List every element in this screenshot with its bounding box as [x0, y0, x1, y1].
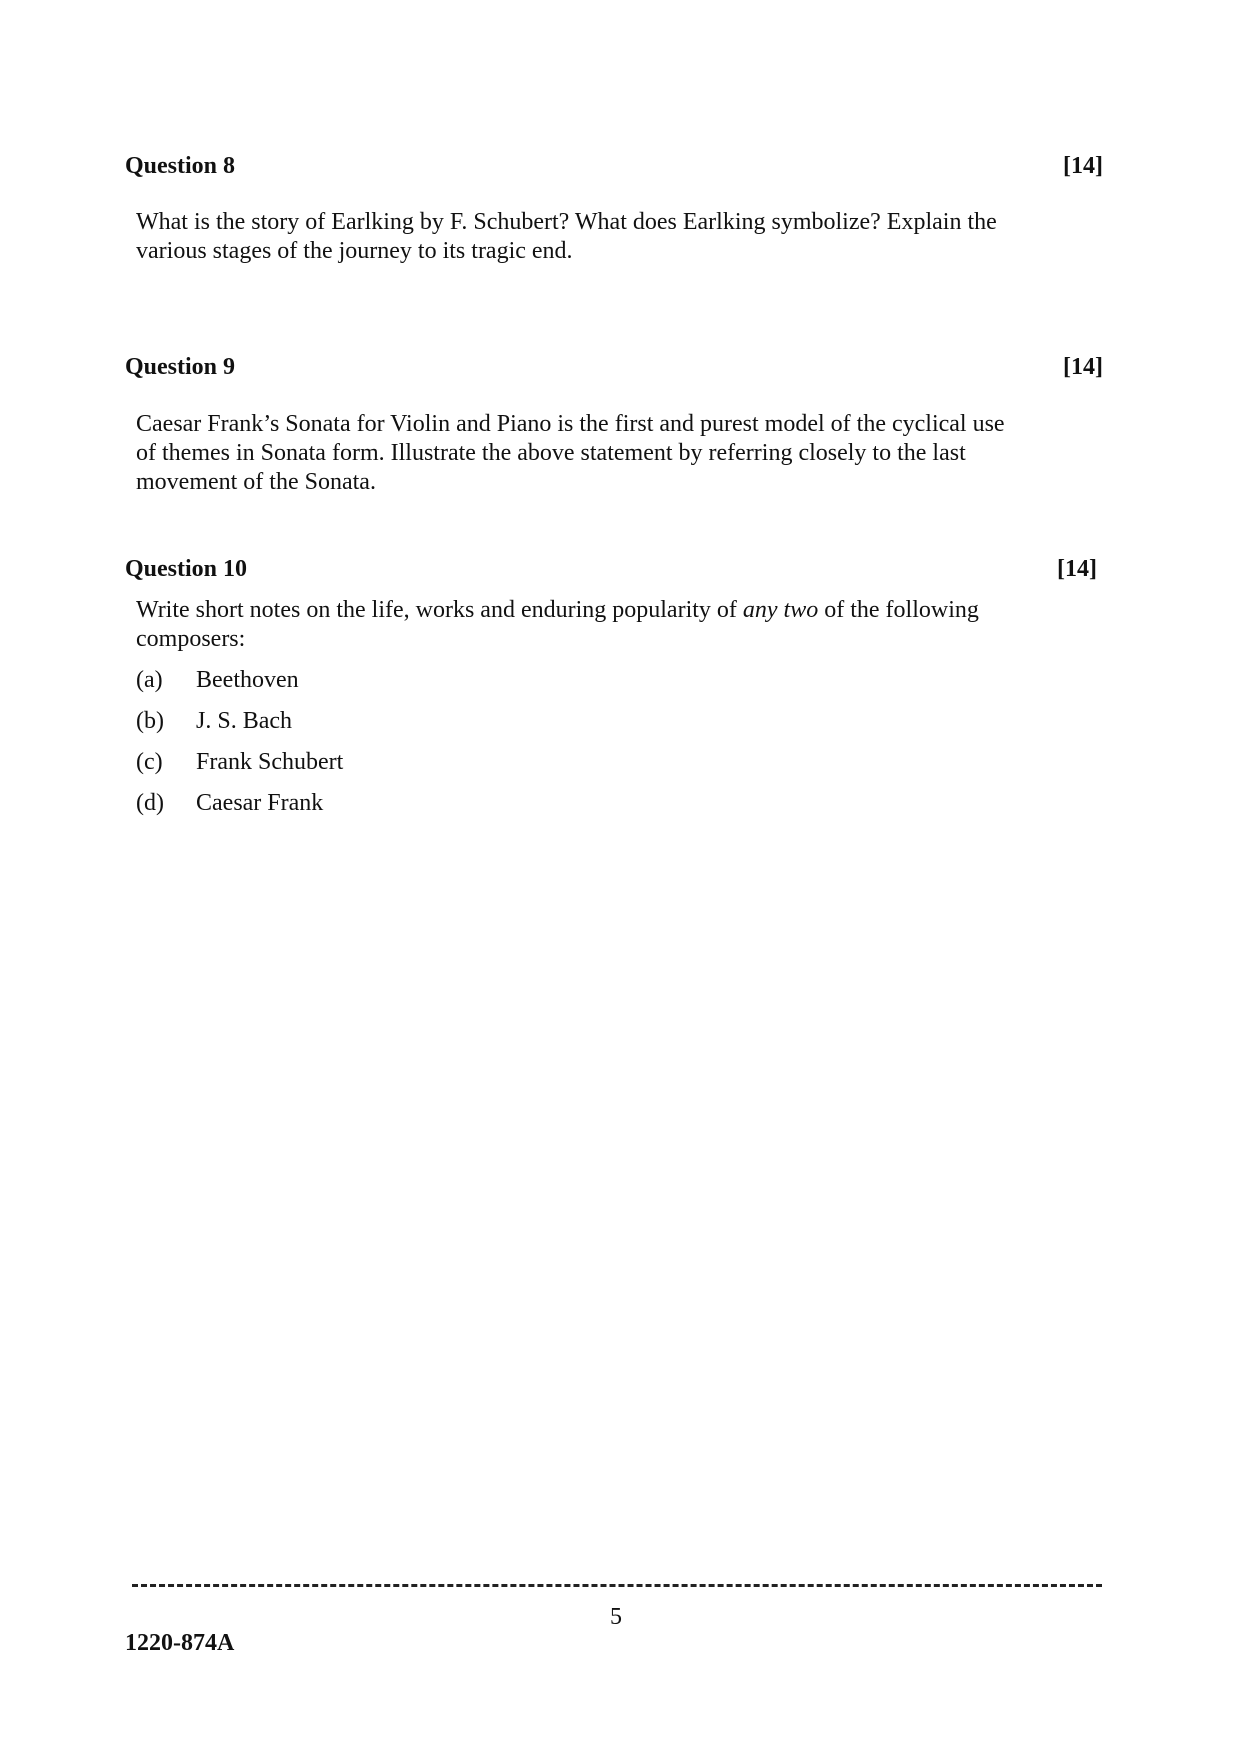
page-number: 5: [610, 1604, 622, 1630]
option-d-text: Caesar Frank: [196, 790, 324, 816]
question-10-paragraph: [136, 596, 1026, 654]
option-c-text: Frank Schubert: [196, 749, 344, 775]
question-8-text: [136, 208, 1026, 266]
option-c: [136, 748, 343, 776]
question-9-paragraph: Caesar Frank’s Sonata for Violin and Piano is the first and purest model of the cyclical use of themes in Sonata form. Illustrate the above statement by referring closely to the last movement of the Sonata.: [136, 411, 1005, 495]
question-8-marks: [14]: [1063, 153, 1103, 179]
question-10-marks: [14]: [1057, 556, 1097, 582]
question-10-header: [125, 555, 1097, 583]
option-a-text: Beethoven: [196, 667, 299, 693]
footer-dashed-rule: [132, 1584, 1102, 1587]
option-a: [136, 666, 299, 694]
question-10-text: [136, 596, 1026, 654]
option-b-label: (b): [136, 708, 164, 734]
question-9-title: Question 9: [125, 354, 236, 380]
question-10-text-emphasis: any two: [742, 597, 819, 623]
question-10-text-start: Write short notes on the life, works and enduring popularity of: [136, 597, 743, 623]
option-d: [136, 789, 323, 817]
question-9-text: [136, 410, 1026, 497]
question-10-title: Question 10: [125, 556, 248, 582]
option-a-label: (a): [136, 667, 163, 693]
question-9-marks: [14]: [1063, 354, 1103, 380]
question-8-header: [125, 152, 1103, 180]
option-b-text: J. S. Bach: [196, 708, 292, 734]
question-10-text-end: of the following composers:: [136, 597, 979, 652]
option-b: [136, 707, 292, 735]
option-c-label: (c): [136, 749, 163, 775]
question-8-title: Question 8: [125, 153, 236, 179]
paper-code: 1220-874A: [125, 1630, 235, 1656]
question-8-paragraph: What is the story of Earlking by F. Schubert? What does Earlking symbolize? Explain the various stages of the journey to its tragic end.: [136, 209, 997, 264]
option-d-label: (d): [136, 790, 164, 816]
question-9-header: [125, 353, 1103, 381]
